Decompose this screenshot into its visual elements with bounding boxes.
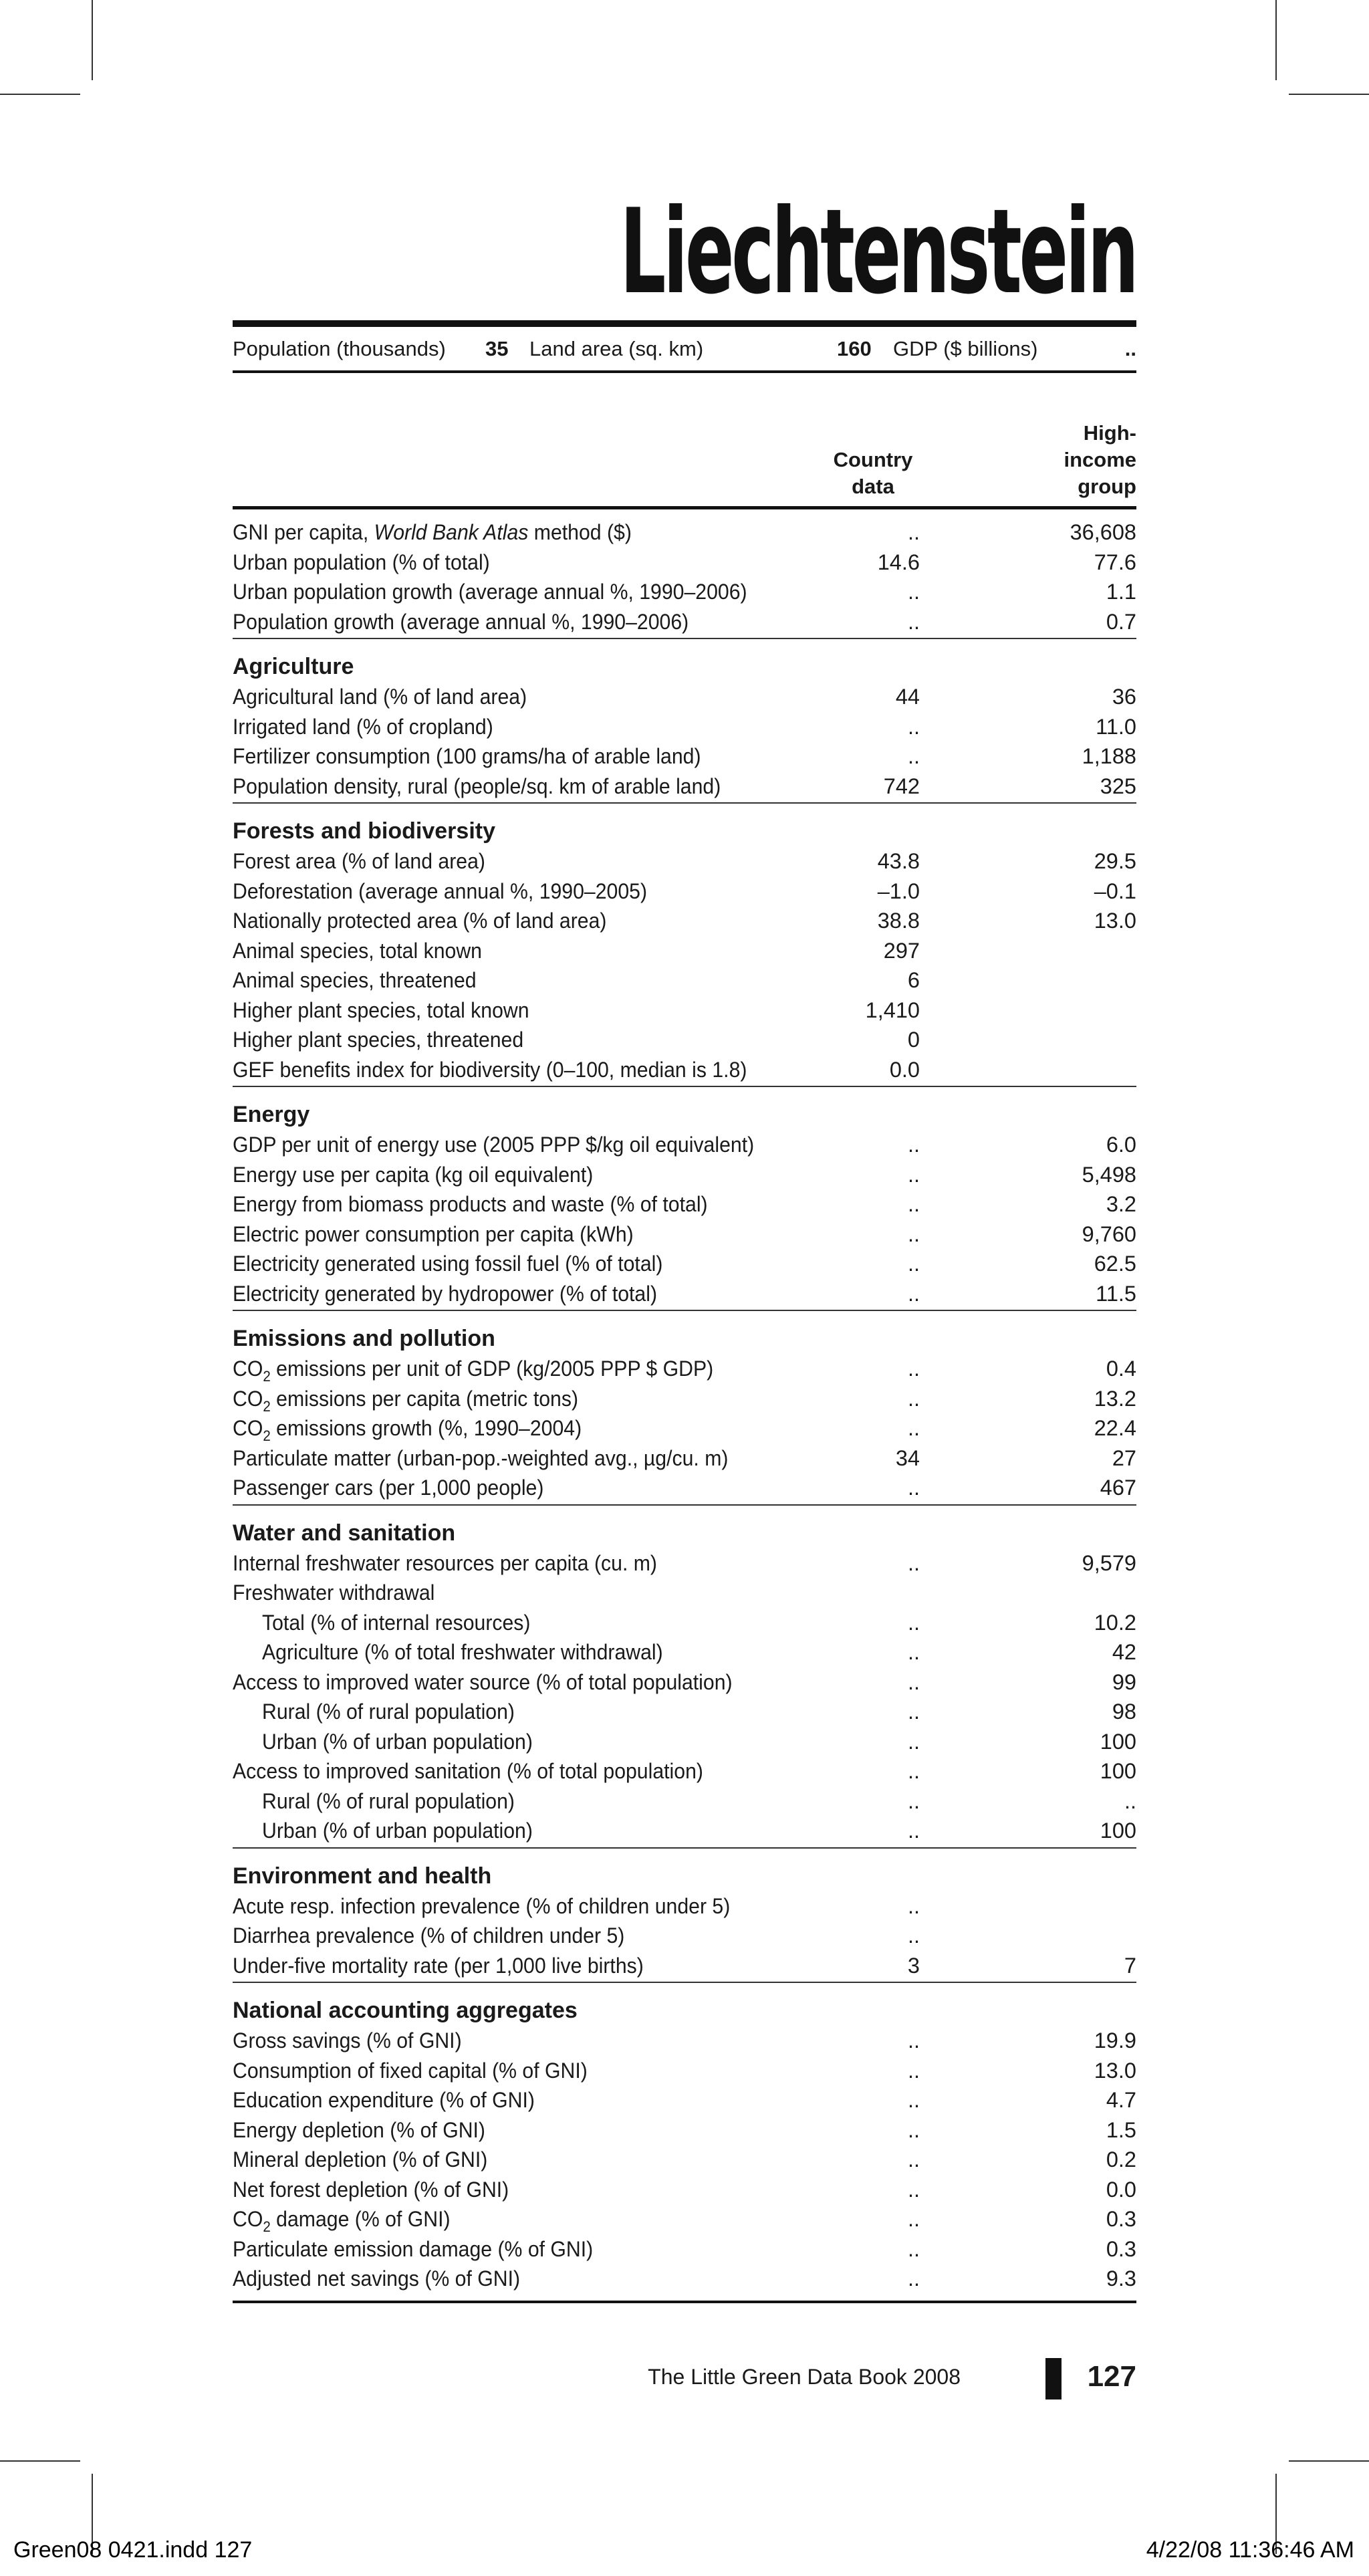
table-row — [233, 741, 1136, 772]
group-value: 9,579 — [1082, 1550, 1136, 1575]
table-row — [233, 682, 1136, 712]
indicator-label: Population growth (average annual %, 1990–2006) — [233, 609, 689, 634]
indicator-label: $CO_2$ emissions per capita (metric tons) — [233, 1386, 579, 1415]
group-value: 3.2 — [1106, 1192, 1136, 1216]
subscript-2: 2 — [263, 1397, 271, 1415]
summary-bar — [233, 329, 1136, 369]
group-value: 11.0 — [1096, 714, 1136, 739]
country-value: 0 — [907, 1028, 920, 1052]
country-value: .. — [907, 1192, 920, 1216]
indicator-label: Animal species, threatened — [233, 968, 477, 992]
table-row — [233, 1921, 1136, 1951]
book-title: The Little Green Data Book 2008 — [648, 2365, 961, 2389]
page-number: 127 — [1087, 2360, 1136, 2393]
table-row — [233, 2115, 1136, 2145]
table-row — [233, 1130, 1136, 1160]
crop-mark — [1289, 2460, 1369, 2462]
label-text: emissions growth (%, 1990–2004) — [270, 1416, 582, 1440]
indicator-label: Forest area (% of land area) — [233, 849, 486, 873]
country-value: .. — [907, 580, 920, 604]
table-row — [233, 1578, 1136, 1608]
section-rule — [233, 1504, 1136, 1506]
table-row — [233, 876, 1136, 907]
country-value: .. — [907, 2177, 920, 2202]
table-row — [233, 1891, 1136, 1921]
country-value: .. — [907, 1610, 920, 1635]
indicator-label: Nationally protected area (% of land area) — [233, 909, 607, 933]
subscript-2: 2 — [263, 1427, 271, 1444]
label-text: emissions per unit of GDP (kg/2005 PPP $ GDP) — [270, 1357, 714, 1381]
section-title: Water and sanitation — [233, 1520, 456, 1546]
group-value: 7 — [1124, 1953, 1136, 1978]
country-value: .. — [907, 1357, 920, 1381]
country-value: .. — [907, 2147, 920, 2172]
table-row — [233, 1786, 1136, 1817]
indicator-label: Urban population growth (average annual %, 1990–2006) — [233, 580, 747, 604]
population-label: Population (thousands) — [233, 337, 446, 360]
crop-mark — [0, 2460, 80, 2462]
indicator-label: Rural (% of rural population) — [262, 1700, 515, 1724]
indicator-label: Urban population (% of total) — [233, 550, 490, 574]
table-row — [233, 2145, 1136, 2175]
group-value: 62.5 — [1094, 1252, 1136, 1276]
table-row — [233, 1279, 1136, 1309]
country-value: .. — [907, 1819, 920, 1843]
group-value: 22.4 — [1094, 1416, 1136, 1440]
table-row — [233, 1055, 1136, 1085]
group-value: 1.5 — [1106, 2117, 1136, 2142]
table-row — [233, 906, 1136, 936]
section-title: National accounting aggregates — [233, 1998, 578, 2023]
land-area-value: 160 — [837, 337, 872, 360]
country-value: .. — [907, 1550, 920, 1575]
group-value: 1.1 — [1106, 580, 1136, 604]
group-value: 13.2 — [1094, 1386, 1136, 1411]
indicator-label: Net forest depletion (% of GNI) — [233, 2177, 509, 2202]
country-value: 44 — [895, 685, 920, 709]
group-value: 100 — [1100, 1819, 1136, 1843]
table-row — [233, 1473, 1136, 1503]
indicator-label: Particulate matter (urban-pop.-weighted avg., µg/cu. m) — [233, 1445, 729, 1470]
table-row — [233, 1637, 1136, 1667]
country-value: .. — [907, 1759, 920, 1783]
group-value: 13.0 — [1094, 2058, 1136, 2083]
indicator-label — [233, 517, 632, 548]
table-row — [233, 1608, 1136, 1638]
country-value: .. — [907, 1386, 920, 1411]
group-value: 100 — [1100, 1729, 1136, 1754]
country-value: .. — [907, 2088, 920, 2112]
indicator-label: Access to improved sanitation (% of total population) — [233, 1759, 703, 1783]
table-row — [233, 1384, 1136, 1414]
indicator-label: Urban (% of urban population) — [262, 1729, 533, 1754]
table-row — [233, 577, 1136, 607]
group-value: 13.0 — [1094, 909, 1136, 933]
indicator-label: GEF benefits index for biodiversity (0–100, median is 1.8) — [233, 1057, 747, 1082]
table-row — [233, 1160, 1136, 1190]
table-row — [233, 846, 1136, 876]
indicator-label: $CO_2$ emissions per unit of GDP (kg/2005 PPP $ GDP) — [233, 1357, 714, 1385]
label-text: method ($) — [528, 520, 632, 544]
indicator-label: Energy use per capita (kg oil equivalent) — [233, 1162, 594, 1187]
title-rule — [233, 320, 1136, 327]
indicator-label: Electricity generated by hydropower (% of total) — [233, 1281, 658, 1306]
indicator-label: Rural (% of rural population) — [262, 1788, 515, 1813]
country-value: .. — [907, 1669, 920, 1694]
country-title: Liechtenstein — [620, 185, 1136, 320]
page-footer — [233, 2357, 1136, 2397]
crop-mark — [1289, 94, 1369, 95]
table-row — [233, 1756, 1136, 1786]
group-value: 36,608 — [1070, 520, 1136, 544]
section-rule — [233, 1310, 1136, 1311]
indicator-label: Education expenditure (% of GNI) — [233, 2088, 535, 2112]
footer-bar — [1045, 2358, 1062, 2399]
group-value: 9,760 — [1082, 1221, 1136, 1246]
group-value: 6.0 — [1106, 1133, 1136, 1157]
indicator-label: Consumption of fixed capital (% of GNI) — [233, 2058, 588, 2083]
indicator-label: Agriculture (% of total freshwater withdrawal) — [262, 1640, 663, 1664]
indicator-label: Particulate emission damage (% of GNI) — [233, 2236, 594, 2261]
table-row — [233, 1667, 1136, 1697]
group-value: 42 — [1112, 1640, 1136, 1664]
group-value: 77.6 — [1094, 550, 1136, 574]
country-value: .. — [907, 1893, 920, 1918]
column-header-country: Country data — [833, 448, 913, 498]
header-rule — [233, 506, 1136, 509]
land-area-label: Land area (sq. km) — [529, 337, 704, 360]
section-rule — [233, 1982, 1136, 1983]
indicator-label: Acute resp. infection prevalence (% of children under 5) — [233, 1893, 731, 1918]
group-value: 467 — [1100, 1476, 1136, 1500]
gdp-label: GDP ($ billions) — [893, 337, 1038, 360]
indicator-label: Higher plant species, total known — [233, 998, 529, 1022]
table-row — [233, 1249, 1136, 1279]
print-slug-date: 4/22/08 11:36:46 AM — [1146, 2537, 1354, 2563]
section-title: Agriculture — [233, 654, 354, 679]
gdp-value: .. — [1124, 337, 1136, 360]
label-text: GNI per capita, — [233, 520, 374, 544]
table-row — [233, 712, 1136, 742]
country-value: .. — [907, 1252, 920, 1276]
indicator-label: $CO_2$ damage (% of GNI) — [233, 2207, 451, 2235]
table-row — [233, 517, 1136, 548]
country-value: 38.8 — [877, 909, 920, 933]
subscript-2: 2 — [263, 1368, 271, 1385]
country-value: 6 — [907, 968, 920, 992]
table-row — [233, 772, 1136, 802]
indicator-table — [233, 517, 1136, 2303]
country-value: .. — [907, 520, 920, 544]
country-value: –1.0 — [877, 879, 920, 903]
section-rule — [233, 638, 1136, 639]
table-row — [233, 2085, 1136, 2115]
country-value: .. — [907, 1476, 920, 1500]
indicator-label: Adjusted net savings (% of GNI) — [233, 2266, 521, 2291]
section-title: Environment and health — [233, 1863, 492, 1889]
group-value: 0.0 — [1106, 2177, 1136, 2202]
table-end-rule — [233, 2301, 1136, 2303]
label-text: damage (% of GNI) — [270, 2207, 451, 2231]
table-row — [233, 1413, 1136, 1443]
group-value: 0.3 — [1106, 2207, 1136, 2231]
section-title: Emissions and pollution — [233, 1326, 495, 1351]
country-value: .. — [907, 2236, 920, 2261]
group-value: .. — [1124, 1788, 1136, 1813]
group-value: 0.3 — [1106, 2236, 1136, 2261]
country-value: .. — [907, 2117, 920, 2142]
country-value: .. — [907, 1281, 920, 1306]
group-value: 5,498 — [1082, 1162, 1136, 1187]
table-row — [233, 1697, 1136, 1727]
table-row — [233, 2175, 1136, 2205]
indicator-label: Access to improved water source (% of total population) — [233, 1669, 733, 1694]
table-row — [233, 1025, 1136, 1055]
country-value: .. — [907, 1788, 920, 1813]
country-value: .. — [907, 2266, 920, 2291]
indicator-label: GDP per unit of energy use (2005 PPP $/kg oil equivalent) — [233, 1133, 755, 1157]
section-rule — [233, 1086, 1136, 1087]
print-slug-file: Green08 0421.indd 127 — [13, 2537, 253, 2563]
section-title: Forests and biodiversity — [233, 818, 495, 844]
table-row — [233, 2264, 1136, 2294]
indicator-label: Energy depletion (% of GNI) — [233, 2117, 486, 2142]
country-value: .. — [907, 2058, 920, 2083]
column-header-group: High- income group — [1064, 421, 1136, 498]
country-value: 742 — [883, 774, 920, 798]
group-value: 29.5 — [1094, 849, 1136, 873]
indicator-label: Internal freshwater resources per capita (cu. m) — [233, 1550, 657, 1575]
indicator-label: Irrigated land (% of cropland) — [233, 714, 493, 739]
group-value: 27 — [1112, 1445, 1136, 1470]
country-value: .. — [907, 1416, 920, 1440]
section-rule — [233, 1847, 1136, 1849]
subscript-2: 2 — [263, 2218, 271, 2235]
indicator-label: Energy from biomass products and waste (% of total) — [233, 1192, 708, 1216]
section-title: Energy — [233, 1102, 310, 1127]
country-value: .. — [907, 714, 920, 739]
country-value: .. — [907, 2028, 920, 2053]
table-row — [233, 1727, 1136, 1757]
country-value: .. — [907, 1162, 920, 1187]
indicator-label: Electric power consumption per capita (kWh) — [233, 1221, 634, 1246]
indicator-label: Agricultural land (% of land area) — [233, 685, 527, 709]
table-row — [233, 2234, 1136, 2264]
table-row — [233, 1951, 1136, 1981]
table-row — [233, 1189, 1136, 1219]
indicator-label: Population density, rural (people/sq. km of arable land) — [233, 774, 721, 798]
country-value: 297 — [883, 938, 920, 963]
country-value: 0.0 — [889, 1057, 920, 1082]
group-value: 9.3 — [1106, 2266, 1136, 2291]
group-value: 0.2 — [1106, 2147, 1136, 2172]
country-value: .. — [907, 1700, 920, 1724]
group-value: –0.1 — [1094, 879, 1136, 903]
indicator-label: Urban (% of urban population) — [262, 1819, 533, 1843]
indicator-label: Passenger cars (per 1,000 people) — [233, 1476, 544, 1500]
country-value: .. — [907, 1221, 920, 1246]
section-rule — [233, 802, 1136, 804]
table-row — [233, 1816, 1136, 1846]
country-value: 3 — [907, 1953, 920, 1978]
group-value: 10.2 — [1094, 1610, 1136, 1635]
country-value: 34 — [895, 1445, 920, 1470]
table-row — [233, 1443, 1136, 1474]
indicator-label: Higher plant species, threatened — [233, 1028, 524, 1052]
group-value: 19.9 — [1094, 2028, 1136, 2053]
indicator-label: Mineral depletion (% of GNI) — [233, 2147, 488, 2172]
group-value: 325 — [1100, 774, 1136, 798]
table-row — [233, 2056, 1136, 2086]
country-value: .. — [907, 744, 920, 768]
table-row — [233, 936, 1136, 966]
indicator-label: Deforestation (average annual %, 1990–2005) — [233, 879, 648, 903]
label-italic: World Bank Atlas — [374, 520, 529, 544]
group-value: 0.7 — [1106, 609, 1136, 634]
group-value: 4.7 — [1106, 2088, 1136, 2112]
table-row — [233, 1219, 1136, 1250]
indicator-label: Electricity generated using fossil fuel (% of total) — [233, 1252, 663, 1276]
table-row — [233, 996, 1136, 1026]
group-value: 99 — [1112, 1669, 1136, 1694]
group-value: 36 — [1112, 685, 1136, 709]
indicator-label: Fertilizer consumption (100 grams/ha of arable land) — [233, 744, 701, 768]
population-value: 35 — [485, 337, 509, 360]
country-value: .. — [907, 1729, 920, 1754]
label-text: emissions per capita (metric tons) — [270, 1386, 579, 1411]
crop-mark — [1275, 0, 1277, 80]
country-value: .. — [907, 1923, 920, 1948]
indicator-label: Animal species, total known — [233, 938, 482, 963]
group-value: 100 — [1100, 1759, 1136, 1783]
group-value: 0.4 — [1106, 1357, 1136, 1381]
indicator-label: Total (% of internal resources) — [262, 1610, 531, 1635]
group-value: 1,188 — [1082, 744, 1136, 768]
summary-rule — [233, 370, 1136, 373]
group-value: 98 — [1112, 1700, 1136, 1724]
indicator-label: Diarrhea prevalence (% of children under 5) — [233, 1923, 625, 1948]
country-value: 1,410 — [865, 998, 920, 1022]
table-row — [233, 2026, 1136, 2056]
table-row — [233, 2204, 1136, 2234]
group-value: 11.5 — [1096, 1281, 1136, 1306]
indicator-label: $CO_2$ emissions growth (%, 1990–2004) — [233, 1416, 582, 1444]
table-row — [233, 1354, 1136, 1384]
country-value: .. — [907, 2207, 920, 2231]
country-value: .. — [907, 609, 920, 634]
crop-mark — [92, 0, 93, 80]
indicator-label: Freshwater withdrawal — [233, 1580, 435, 1605]
country-value: 43.8 — [877, 849, 920, 873]
crop-mark — [0, 94, 80, 95]
indicator-label: Gross savings (% of GNI) — [233, 2028, 462, 2053]
table-row — [233, 965, 1136, 996]
country-value: 14.6 — [877, 550, 920, 574]
country-value: .. — [907, 1640, 920, 1664]
country-value: .. — [907, 1133, 920, 1157]
table-row — [233, 548, 1136, 578]
table-row — [233, 1548, 1136, 1578]
table-row — [233, 607, 1136, 637]
indicator-label: Under-five mortality rate (per 1,000 live births) — [233, 1953, 644, 1978]
